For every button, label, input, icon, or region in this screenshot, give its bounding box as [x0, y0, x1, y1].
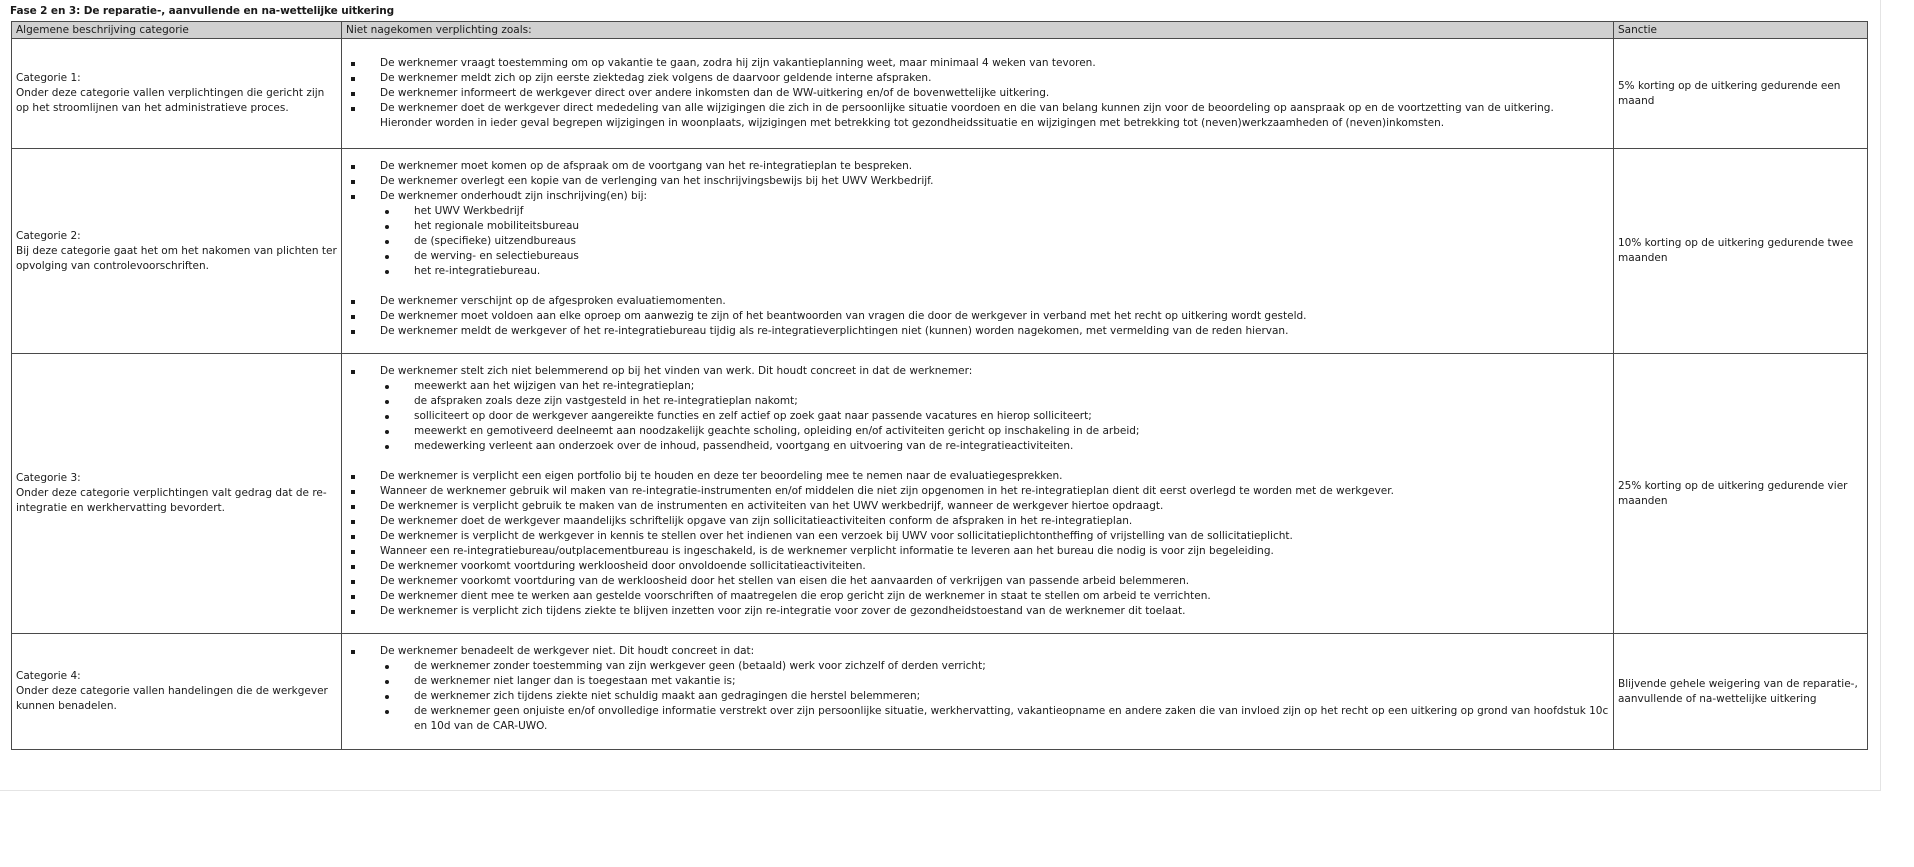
obligation-text: De werknemer is verplicht de werkgever in kennis te stellen over het indienen van een verzoek bij UWV voor sollicitatieplichtontheffing of vrijstelling van de sollicitatieplicht. [380, 530, 1293, 542]
obligation-text: De werknemer informeert de werkgever direct over andere inkomsten dan de WW-uitkering en/of de bovenwettelijke uitkering. [380, 87, 1050, 99]
obligation-item [346, 644, 1609, 734]
obligation-item [346, 574, 1609, 589]
obligation-item [346, 514, 1609, 529]
obligations-cell [342, 149, 1614, 354]
obligation-text: De werknemer voorkomt voortduring werkloosheid door onvoldoende sollicitatieactiviteiten. [380, 560, 866, 572]
obligations-cell [342, 39, 1614, 149]
sub-item: de afspraken zoals deze zijn vastgesteld in het re-integratieplan nakomt; [380, 394, 1609, 409]
category-name: Categorie 2: [16, 229, 81, 242]
obligation-text: Wanneer de werknemer gebruik wil maken van re-integratie-instrumenten en/of middelen die niet zijn opgenomen in het re-integratieplan dient dit eerst overlegd te worden met de werkgever. [380, 485, 1394, 497]
sub-item: medewerking verleent aan onderzoek over de inhoud, passendheid, voortgang en uitvoering van de re-integratieactiviteiten. [380, 439, 1609, 454]
obligation-text: De werknemer doet de werkgever direct mededeling van alle wijzigingen die zich in de persoonlijke situatie voordoen en die van belang kunnen zijn voor de beoordeling op aanspraak op en de voortzetting van de uitkering. Hieronder worden in ieder geval begrepen wijzigingen in woonplaats, wijzigingen met betrekking tot gezondheidssituatie en wijzigingen met betrekking tot (neven)werkzaamheden of (neven)inkomsten. [380, 102, 1554, 129]
obligation-text: De werknemer meldt zich op zijn eerste ziektedag ziek volgens de daarvoor geldende interne afspraken. [380, 72, 932, 84]
sub-item: het regionale mobiliteitsbureau [380, 219, 1609, 234]
category-name: Categorie 4: [16, 670, 81, 682]
obligation-list [346, 159, 1609, 279]
sub-item: het UWV Werkbedrijf [380, 204, 1609, 219]
obligation-item [346, 324, 1609, 339]
obligation-list [346, 294, 1609, 339]
sanction-cell: Blijvende gehele weigering van de reparatie-, aanvullende of na-wettelijke uitkering [1614, 634, 1868, 750]
obligation-item [346, 86, 1609, 101]
obligation-text: De werknemer moet komen op de afspraak om de voortgang van het re-integratieplan te bespreken. [380, 160, 913, 172]
obligation-text: De werknemer meldt de werkgever of het re-integratiebureau tijdig als re-integratieverplichtingen niet (kunnen) worden nagekomen, met vermelding van de reden hiervan. [380, 325, 1289, 337]
header-obligation: Niet nagekomen verplichting zoals: [342, 22, 1614, 39]
document-title: Fase 2 en 3: De reparatie-, aanvullende en na-wettelijke uitkering [10, 5, 395, 17]
sanction-cell: 5% korting op de uitkering gedurende een maand [1614, 39, 1868, 149]
obligation-text: De werknemer vraagt toestemming om op vakantie te gaan, zodra hij zijn vakantieplanning weet, maar minimaal 4 weken van tevoren. [380, 57, 1096, 69]
sanctions-table [11, 21, 1868, 750]
category-description: Onder deze categorie vallen handelingen die de werkgever kunnen benadelen. [16, 685, 328, 712]
sub-item: de werknemer zonder toestemming van zijn werkgever geen (betaald) werk voor zichzelf of derden verricht; [380, 659, 1609, 674]
obligation-list [346, 644, 1609, 734]
sub-item: de (specifieke) uitzendbureaus [380, 234, 1609, 249]
sub-item: de werving- en selectiebureaus [380, 249, 1609, 264]
obligation-item [346, 174, 1609, 189]
sub-list [380, 204, 1609, 279]
obligation-list [346, 364, 1609, 454]
obligation-item [346, 499, 1609, 514]
obligation-item [346, 529, 1609, 544]
sub-item: solliciteert op door de werkgever aangereikte functies en zelf actief op zoek gaat naar passende vacatures en hierop solliciteert; [380, 409, 1609, 424]
obligations-cell [342, 634, 1614, 750]
sub-item: meewerkt aan het wijzigen van het re-integratieplan; [380, 379, 1609, 394]
table-row [12, 634, 1868, 750]
category-name: Categorie 3: [16, 472, 81, 484]
obligation-list [346, 56, 1609, 131]
sub-item: de werknemer zich tijdens ziekte niet schuldig maakt aan gedragingen die herstel belemmeren; [380, 689, 1609, 704]
table-row [12, 149, 1868, 354]
obligation-text: De werknemer overlegt een kopie van de verlenging van het inschrijvingsbewijs bij het UWV Werkbedrijf. [380, 175, 934, 187]
category-name: Categorie 1: [16, 72, 81, 84]
sanction-cell: 25% korting op de uitkering gedurende vier maanden [1614, 354, 1868, 634]
category-description: Onder deze categorie vallen verplichtingen die gericht zijn op het stroomlijnen van het administratieve proces. [16, 87, 325, 114]
obligation-item [346, 309, 1609, 324]
obligation-list [346, 469, 1609, 619]
category-cell [12, 634, 342, 750]
category-cell [12, 149, 342, 354]
obligation-text: De werknemer dient mee te werken aan gestelde voorschriften of maatregelen die erop gericht zijn de werknemer in staat te stellen om arbeid te verrichten. [380, 590, 1211, 602]
obligation-item [346, 189, 1609, 279]
sanction-cell: 10% korting op de uitkering gedurende twee maanden [1614, 149, 1868, 354]
list-gap [346, 454, 1609, 469]
obligation-text: De werknemer stelt zich niet belemmerend op bij het vinden van werk. Dit houdt concreet in dat de werknemer: [380, 365, 973, 377]
header-category: Algemene beschrijving categorie [12, 22, 342, 39]
category-cell [12, 354, 342, 634]
table-row [12, 354, 1868, 634]
obligation-text: De werknemer benadeelt de werkgever niet. Dit houdt concreet in dat: [380, 645, 755, 657]
obligation-text: De werknemer onderhoudt zijn inschrijving(en) bij: [380, 190, 648, 202]
obligation-item [346, 544, 1609, 559]
obligation-item [346, 484, 1609, 499]
table-row [12, 39, 1868, 149]
obligations-cell [342, 354, 1614, 634]
obligation-text: De werknemer verschijnt op de afgesproken evaluatiemomenten. [380, 295, 726, 307]
obligation-text: De werknemer is verplicht zich tijdens ziekte te blijven inzetten voor zijn re-integratie voor zover de gezondheidstoestand van de werknemer dit toelaat. [380, 605, 1186, 617]
header-sanction: Sanctie [1614, 22, 1868, 39]
obligation-text: De werknemer moet voldoen aan elke oproep om aanwezig te zijn of het beantwoorden van vragen die door de werkgever in verband met het recht op uitkering wordt gesteld. [380, 310, 1307, 322]
obligation-text: De werknemer doet de werkgever maandelijks schriftelijk opgave van zijn sollicitatieactiviteiten conform de afspraken in het re-integratieplan. [380, 515, 1133, 527]
sub-list [380, 379, 1609, 454]
sub-item: de werknemer niet langer dan is toegestaan met vakantie is; [380, 674, 1609, 689]
obligation-item [346, 56, 1609, 71]
category-description: Bij deze categorie gaat het om het nakomen van plichten ter opvolging van controlevoorschriften. [16, 244, 337, 272]
obligation-item [346, 101, 1609, 131]
obligation-text: Wanneer een re-integratiebureau/outplacementbureau is ingeschakeld, is de werknemer verplicht informatie te leveren aan het bureau die nodig is voor zijn begeleiding. [380, 545, 1274, 557]
obligation-item [346, 294, 1609, 309]
sub-item: meewerkt en gemotiveerd deelneemt aan noodzakelijk geachte scholing, opleiding en/of activiteiten gericht op inschakeling in de arbeid; [380, 424, 1609, 439]
table-header-row [12, 22, 1868, 39]
obligation-item [346, 604, 1609, 619]
sub-item: de werknemer geen onjuiste en/of onvolledige informatie verstrekt over zijn persoonlijke situatie, werkhervatting, vakantieopname en andere zaken die van invloed zijn op het recht op een uitkering op grond van hoofdstuk 10c en 10d van de CAR-UWO. [380, 704, 1609, 734]
category-description: Onder deze categorie verplichtingen valt gedrag dat de re-integratie en werkhervatting bevordert. [16, 487, 327, 514]
category-cell [12, 39, 342, 149]
obligation-text: De werknemer is verplicht gebruik te maken van de instrumenten en activiteiten van het UWV werkbedrijf, wanneer de werkgever hiertoe opdraagt. [380, 500, 1164, 512]
obligation-text: De werknemer voorkomt voortduring van de werkloosheid door het stellen van eisen die het aanvaarden of verkrijgen van passende arbeid belemmeren. [380, 575, 1190, 587]
sub-item: het re-integratiebureau. [380, 264, 1609, 279]
obligation-item [346, 159, 1609, 174]
list-gap [346, 279, 1609, 294]
obligation-item [346, 469, 1609, 484]
obligation-item [346, 559, 1609, 574]
obligation-item [346, 71, 1609, 86]
obligation-text: De werknemer is verplicht een eigen portfolio bij te houden en deze ter beoordeling mee te nemen naar de evaluatiegesprekken. [380, 470, 1063, 482]
obligation-item [346, 364, 1609, 454]
sub-list [380, 659, 1609, 734]
obligation-item [346, 589, 1609, 604]
